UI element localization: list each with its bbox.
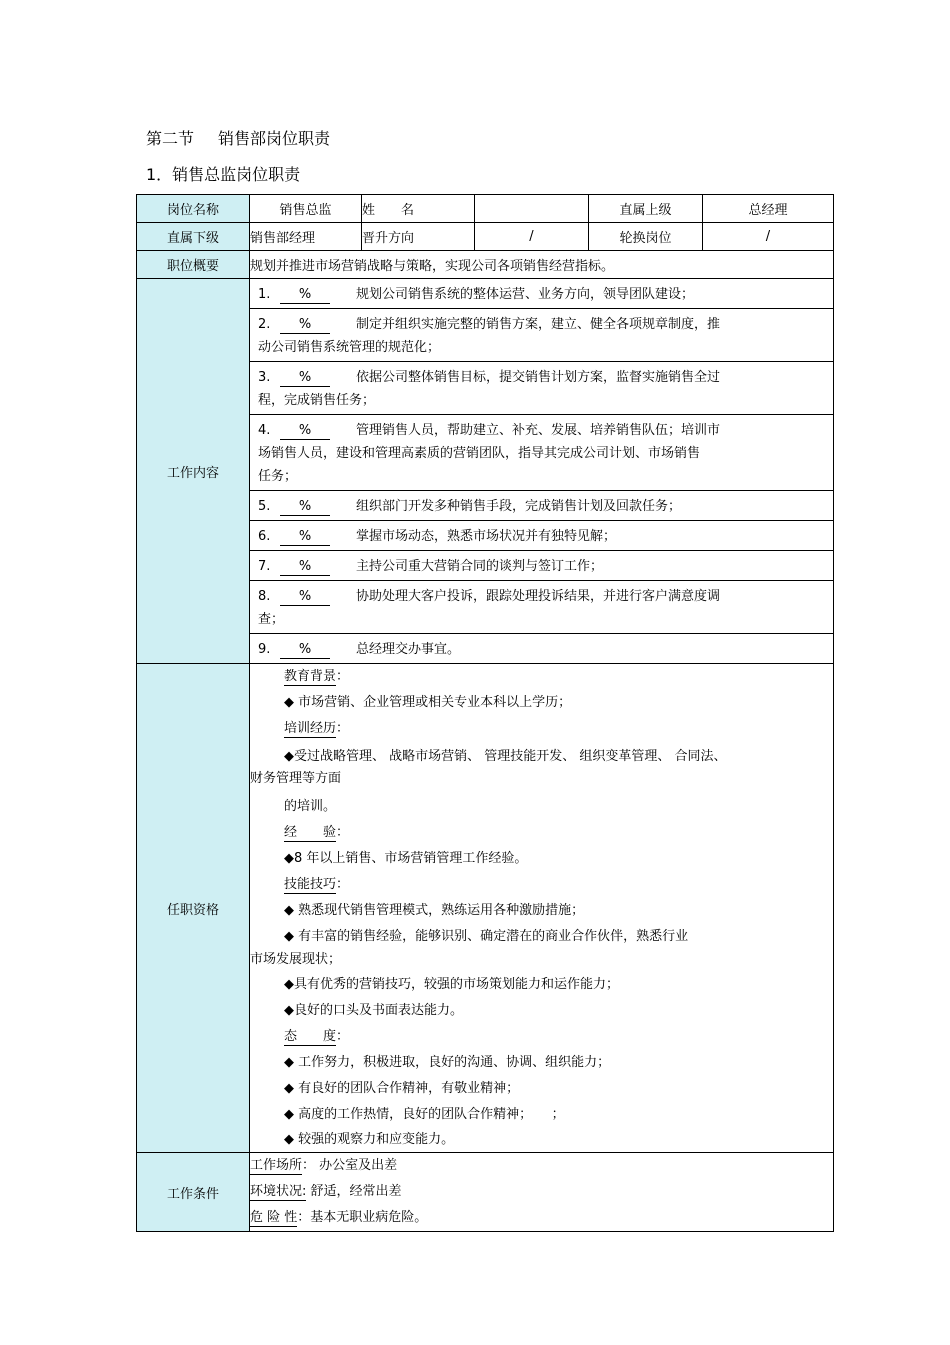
duty-item: 9. % 总经理交办事宜。 — [250, 634, 834, 664]
skills-item-cont: 市场发展现状； — [250, 952, 342, 967]
percent-blank: % — [280, 287, 330, 304]
position-name-value: 销售总监 — [250, 195, 362, 223]
duty-row — [137, 279, 834, 309]
percent-blank: % — [280, 423, 330, 440]
overview-label: 职位概要 — [137, 251, 250, 279]
attitude-heading: 态 度： — [284, 1029, 350, 1044]
employee-name-value — [475, 195, 589, 223]
employee-name-label: 姓 名 — [362, 195, 475, 223]
percent-blank: % — [280, 370, 330, 387]
attitude-item: ◆ 较强的观察力和应变能力。 — [284, 1132, 455, 1147]
qualifications-label: 任职资格 — [137, 664, 250, 1153]
duty-item: 3. % 依据公司整体销售目标，提交销售计划方案，监督实施销售全过 程，完成销售任务； — [250, 362, 834, 415]
duty-item: 6. % 掌握市场动态，熟悉市场状况并有独特见解； — [250, 521, 834, 551]
section-number: 第二节 — [146, 129, 195, 148]
percent-blank: % — [280, 499, 330, 516]
rotation-label: 轮换岗位 — [589, 223, 703, 251]
education-heading: 教育背景： — [284, 669, 350, 684]
percent-blank: % — [280, 559, 330, 576]
education-item: ◆ 市场营销、企业管理或相关专业本科以上学历； — [284, 695, 572, 710]
overview-text: 规划并推进市场营销战略与策略，实现公司各项销售经营指标。 — [250, 251, 834, 279]
training-item-end: 的培训。 — [284, 799, 337, 814]
section-text: 销售部岗位职责 — [218, 129, 331, 148]
attitude-item: ◆ 有良好的团队合作精神，有敬业精神； — [284, 1081, 520, 1096]
condition-item: 工作场所： 办公室及出差 — [250, 1158, 398, 1173]
direct-superior-value: 总经理 — [703, 195, 834, 223]
qualifications-row — [137, 664, 834, 1153]
direct-superior-label: 直属上级 — [589, 195, 703, 223]
promotion-label: 晋升方向 — [362, 223, 475, 251]
training-heading: 培训经历： — [284, 721, 350, 736]
duty-item: 4. % 管理销售人员，帮助建立、补充、发展、培养销售队伍；培训市 场销售人员，建设和管理高素质的营销团队，指导其完成公司计划、市场销售 任务； — [250, 415, 834, 491]
training-item: ◆受过战略管理、 战略市场营销、 管理技能开发、 组织变革管理、 合同法、 — [284, 749, 727, 764]
subordinate-label: 直属下级 — [137, 223, 250, 251]
job-description-table — [136, 194, 834, 1232]
percent-blank: % — [280, 589, 330, 606]
conditions-row — [137, 1153, 834, 1232]
skills-item: ◆具有优秀的营销技巧，较强的市场策划能力和运作能力； — [284, 977, 619, 992]
duty-item: 1. % 规划公司销售系统的整体运营、业务方向，领导团队建设； — [250, 279, 834, 309]
experience-item: ◆8 年以上销售、市场营销管理工作经验。 — [284, 851, 528, 866]
skills-item: ◆ 熟悉现代销售管理模式，熟练运用各种激励措施； — [284, 903, 585, 918]
duties-label: 工作内容 — [137, 279, 250, 664]
attitude-item: ◆ 工作努力，积极进取，良好的沟通、协调、组织能力； — [284, 1055, 611, 1070]
table-row — [137, 251, 834, 279]
table-row — [137, 223, 834, 251]
rotation-value: / — [703, 223, 834, 251]
table-row — [137, 195, 834, 223]
duty-item: 2. % 制定并组织实施完整的销售方案，建立、健全各项规章制度，推 动公司销售系统管理的规范化； — [250, 309, 834, 362]
subordinate-value: 销售部经理 — [250, 223, 362, 251]
promotion-value: / — [475, 223, 589, 251]
skills-item: ◆ 有丰富的销售经验，能够识别、确定潜在的商业合作伙伴，熟悉行业 — [284, 929, 689, 944]
subsection-title: 1．销售总监岗位职责 — [146, 165, 301, 184]
conditions-content — [250, 1153, 834, 1232]
position-name-label: 岗位名称 — [137, 195, 250, 223]
experience-heading: 经 验： — [284, 825, 350, 840]
duty-item: 8. % 协助处理大客户投诉，跟踪处理投诉结果，并进行客户满意度调 查； — [250, 581, 834, 634]
duty-item: 7. % 主持公司重大营销合同的谈判与签订工作； — [250, 551, 834, 581]
condition-item: 危 险 性：基本无职业病危险。 — [250, 1210, 428, 1225]
conditions-label: 工作条件 — [137, 1153, 250, 1232]
attitude-item: ◆ 高度的工作热情，良好的团队合作精神； ； — [284, 1107, 565, 1122]
condition-item: 环境状况: 舒适，经常出差 — [250, 1184, 402, 1199]
section-title — [146, 126, 330, 149]
duty-item: 5. % 组织部门开发多种销售手段，完成销售计划及回款任务； — [250, 491, 834, 521]
qualifications-content — [250, 664, 834, 1153]
skills-item: ◆良好的口头及书面表达能力。 — [284, 1003, 463, 1018]
skills-heading: 技能技巧： — [284, 877, 350, 892]
percent-blank: % — [280, 317, 330, 334]
percent-blank: % — [280, 642, 330, 659]
training-item-cont: 财务管理等方面 — [250, 771, 342, 786]
percent-blank: % — [280, 529, 330, 546]
